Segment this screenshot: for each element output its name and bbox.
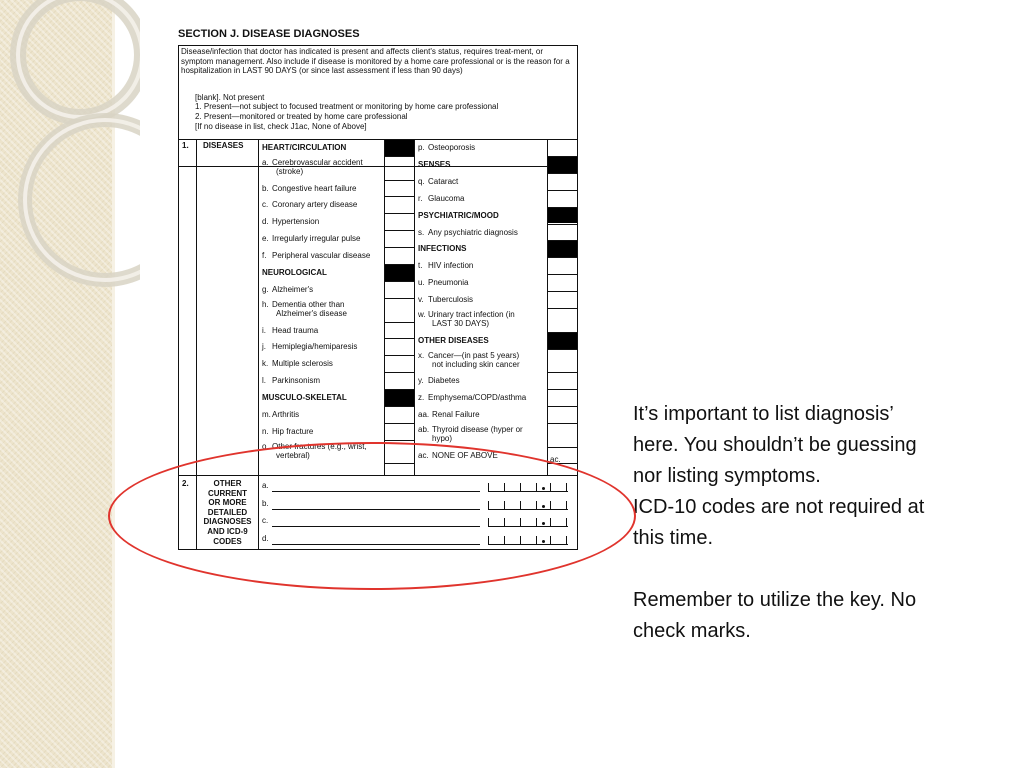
- left-item-label-17: Other fractures (e.g., wrist,: [272, 441, 367, 451]
- left-item-letter-2: b.: [262, 183, 269, 193]
- right-item-checkbox-15[interactable]: [548, 407, 577, 423]
- blocked-cell: [548, 333, 577, 349]
- right-item-letter-0: p.: [418, 143, 425, 152]
- caption-line-2: here. You shouldn’t be guessing: [633, 434, 917, 456]
- left-item-letter-15: m.: [262, 410, 271, 420]
- caption-line-7: check marks.: [633, 620, 751, 642]
- left-box-col-right: [414, 139, 415, 475]
- right-item-header-11: OTHER DISEASES: [418, 335, 489, 345]
- right-item-letter-14: z.: [418, 393, 425, 403]
- right-item-label2-12: not including skin cancer: [432, 359, 520, 369]
- left-item-checkbox-15[interactable]: [385, 407, 414, 423]
- left-item-label2-9: Alzheimer's disease: [276, 308, 347, 318]
- right-item-checkbox-0[interactable]: [548, 140, 577, 156]
- left-item-letter-11: j.: [262, 342, 266, 352]
- caption-line-4: ICD-10 codes are not required at: [633, 496, 925, 518]
- left-item-checkbox-1[interactable]: [385, 157, 414, 180]
- left-item-checkbox-9[interactable]: [385, 299, 414, 322]
- left-item-letter-12: k.: [262, 359, 269, 369]
- annotation-oval: [108, 442, 636, 590]
- left-item-checkbox-4[interactable]: [385, 214, 414, 230]
- left-item-label-8: Alzheimer's: [272, 284, 314, 294]
- right-item-label-13: Diabetes: [428, 376, 460, 386]
- other-diagnosis-letter-3: d.: [262, 533, 269, 543]
- left-item-label-6: Peripheral vascular disease: [272, 251, 371, 261]
- right-item-letter-8: u.: [418, 278, 425, 288]
- slide-caption: [633, 399, 1003, 647]
- left-item-letter-4: d.: [262, 217, 269, 227]
- right-item-label-9: Tuberculosis: [428, 295, 474, 305]
- other-diagnosis-letter-0: a.: [262, 481, 269, 490]
- right-item-letter-12: x.: [418, 350, 425, 360]
- left-item-label-5: Irregularly irregular pulse: [272, 234, 361, 244]
- left-item-label-11: Hemiplegia/hemiparesis: [272, 342, 358, 352]
- left-item-checkbox-3[interactable]: [385, 197, 414, 213]
- left-item-label2-1: (stroke): [276, 166, 304, 176]
- right-item-header-6: INFECTIONS: [418, 244, 467, 254]
- right-item-checkbox-8[interactable]: [548, 275, 577, 291]
- right-item-checkbox-12[interactable]: [548, 350, 577, 373]
- caption-line-3: nor listing symptoms.: [633, 465, 821, 487]
- left-item-label-16: Hip fracture: [272, 426, 314, 436]
- left-item-checkbox-10[interactable]: [385, 323, 414, 339]
- left-item-checkbox-2[interactable]: [385, 181, 414, 197]
- item2-label-line-6: CODES: [213, 536, 242, 546]
- left-item-letter-6: f.: [262, 251, 267, 261]
- left-item-checkbox-8[interactable]: [385, 282, 414, 298]
- left-item-letter-9: h.: [262, 299, 269, 309]
- right-item-letter-13: y.: [418, 376, 424, 386]
- caption-line-6: Remember to utilize the key. No: [633, 589, 917, 611]
- right-item-label2-16: hypo): [432, 433, 453, 443]
- right-item-label2-10: LAST 30 DAYS): [432, 319, 490, 328]
- right-item-checkbox-14[interactable]: [548, 390, 577, 406]
- response-key: [195, 93, 575, 131]
- left-item-checkbox-16[interactable]: [385, 424, 414, 440]
- right-item-letter-7: t.: [418, 261, 423, 271]
- left-item-checkbox-11[interactable]: [385, 339, 414, 355]
- left-item-checkbox-13[interactable]: [385, 373, 414, 389]
- right-item-letter-16: ab.: [418, 424, 430, 434]
- right-item-letter-10: w.: [418, 310, 426, 319]
- blocked-cell: [548, 241, 577, 257]
- right-item-label-8: Pneumonia: [428, 278, 469, 288]
- right-item-label-7: HIV infection: [428, 261, 474, 271]
- item2-label-line-5: AND ICD-9: [207, 527, 248, 536]
- key-line-2: 2. Present—monitored or treated by home care professional: [195, 111, 408, 121]
- left-item-label2-17: vertebral): [276, 450, 310, 460]
- key-line-note: [If no disease in list, check J1ac, None of Above]: [195, 121, 367, 131]
- right-item-checkbox-5[interactable]: [548, 225, 577, 241]
- left-item-checkbox-12[interactable]: [385, 356, 414, 372]
- left-item-label-2: Congestive heart failure: [272, 183, 357, 193]
- key-line-1: 1. Present—not subject to focused treatment or monitoring by home care professional: [195, 102, 499, 112]
- blocked-cell: [385, 390, 414, 406]
- left-item-label-1: Cerebrovascular accident: [272, 157, 363, 167]
- right-item-letter-3: r.: [418, 193, 423, 203]
- right-item-label-17: NONE OF ABOVE: [432, 450, 498, 460]
- right-item-label-10: Urinary tract infection (in: [428, 310, 515, 319]
- item2-label-line-4: DIAGNOSES: [203, 517, 252, 527]
- left-item-letter-10: i.: [262, 325, 266, 335]
- left-item-letter-3: c.: [262, 200, 269, 210]
- item1-label: DISEASES: [203, 141, 244, 150]
- other-diagnosis-letter-2: c.: [262, 516, 269, 525]
- left-item-letter-13: l.: [262, 376, 266, 386]
- right-item-letter-9: v.: [418, 295, 424, 305]
- right-item-label-12: Cancer—(in past 5 years): [428, 350, 520, 360]
- item2-label-line-3: DETAILED: [207, 507, 248, 517]
- right-item-label-15: Renal Failure: [432, 410, 480, 420]
- caption-line-1: It’s important to list diagnosis’: [633, 403, 894, 425]
- left-item-label-4: Hypertension: [272, 217, 320, 227]
- right-item-checkbox-9[interactable]: [548, 292, 577, 308]
- blocked-cell: [385, 140, 414, 156]
- right-item-checkbox-10[interactable]: [548, 309, 577, 332]
- right-item-checkbox-13[interactable]: [548, 373, 577, 389]
- right-item-checkbox-7[interactable]: [548, 258, 577, 274]
- right-item-label-5: Any psychiatric diagnosis: [428, 227, 518, 237]
- right-item-label-16: Thyroid disease (hyper or: [432, 424, 523, 434]
- other-diagnosis-letter-1: b.: [262, 498, 269, 508]
- right-item-letter-17: ac.: [418, 450, 429, 460]
- left-item-header-0: HEART/CIRCULATION: [262, 143, 347, 152]
- left-item-label-10: Head trauma: [272, 325, 319, 335]
- left-item-label-3: Coronary artery disease: [272, 200, 358, 210]
- key-line-blank: [blank]. Not present: [195, 92, 265, 102]
- right-item-box-label-17: ac.: [550, 454, 561, 464]
- right-item-checkbox-16[interactable]: [548, 424, 577, 447]
- left-item-label-12: Multiple sclerosis: [272, 359, 333, 369]
- item2-number: 2.: [182, 479, 189, 488]
- right-item-letter-2: q.: [418, 176, 425, 186]
- grid-top: [178, 139, 578, 140]
- intro-text: Disease/infection that doctor has indicated is present and affects client's status, requires treat-ment, or symptom management. Also include if disease is monitored by a home care professional or is the reason for a hospitalization in LAST 90 DAYS (or since last assessment if less than 90 days): [181, 47, 570, 76]
- right-item-letter-15: aa.: [418, 410, 430, 420]
- left-item-label-13: Parkinsonism: [272, 376, 321, 386]
- left-item-letter-1: a.: [262, 157, 269, 167]
- item2-label-line-2: OR MORE: [208, 498, 247, 508]
- left-item-checkbox-5[interactable]: [385, 231, 414, 247]
- left-item-header-7: NEUROLOGICAL: [262, 268, 327, 278]
- right-item-label-0: Osteoporosis: [428, 143, 476, 152]
- item2-label-line-1: CURRENT: [207, 488, 248, 498]
- left-item-label-15: Arthritis: [272, 410, 300, 420]
- right-item-checkbox-3[interactable]: [548, 191, 577, 207]
- left-item-letter-5: e.: [262, 234, 269, 244]
- section-title: SECTION J. DISEASE DIAGNOSES: [178, 28, 360, 40]
- left-item-letter-17: o.: [262, 441, 269, 451]
- blocked-cell: [548, 208, 577, 224]
- right-item-label-3: Glaucoma: [428, 193, 465, 203]
- right-item-label-2: Cataract: [428, 176, 459, 186]
- left-item-checkbox-6[interactable]: [385, 248, 414, 264]
- left-item-letter-8: g.: [262, 284, 269, 294]
- decorative-rings: [0, 0, 140, 330]
- right-item-checkbox-2[interactable]: [548, 174, 577, 190]
- right-item-header-1: SENSES: [418, 159, 451, 169]
- item2-label-line-0: OTHER: [213, 479, 242, 488]
- blocked-cell: [548, 157, 577, 173]
- left-item-header-14: MUSCULO-SKELETAL: [262, 393, 347, 403]
- caption-line-5: this time.: [633, 527, 714, 549]
- right-item-label-14: Emphysema/COPD/asthma: [428, 393, 527, 403]
- left-item-label-9: Dementia other than: [272, 299, 345, 309]
- blocked-cell: [385, 265, 414, 281]
- item1-number: 1.: [182, 141, 189, 150]
- left-item-letter-16: n.: [262, 426, 269, 436]
- right-item-letter-5: s.: [418, 227, 425, 237]
- right-item-header-4: PSYCHIATRIC/MOOD: [418, 210, 499, 220]
